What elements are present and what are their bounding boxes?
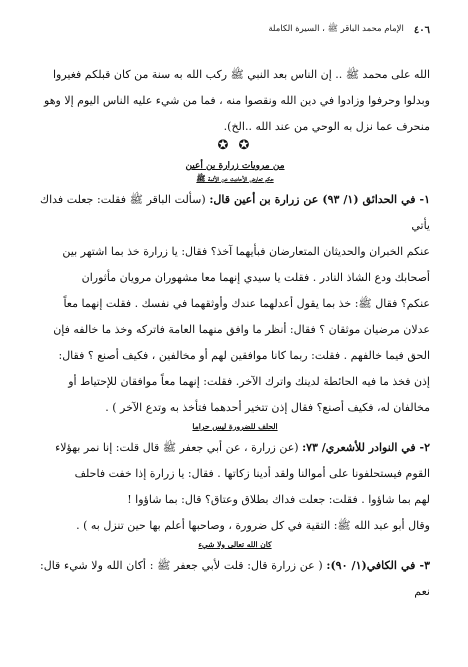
- text-line: منحرف عما نزل به الوحي من عند الله ..الخ).: [223, 120, 430, 133]
- running-header: [40, 24, 430, 36]
- text-line: ( عن زرارة قال: قلت لأبي جعفر ﷺ : أكان الله ولا شيء قال: نعم: [40, 559, 430, 598]
- text-line: (عن زرارة ، عن أبي جعفر ﷺ قال قلت: إنا نمر بهؤلاء: [55, 441, 303, 454]
- hadith-1: [40, 187, 430, 421]
- text-line: عنكم؟ فقال ﷺ: خذ بما يقول أعدلهما عندك وأوثقهما في نفسك . فقلت إنهما معاً: [63, 297, 430, 310]
- hadith-3: [40, 553, 430, 605]
- text-line: وقال أبو عبد الله ﷺ: التقية في كل ضرورة ، وصاحبها أعلم بها حين تنزل به ) .: [76, 519, 430, 532]
- text-line: عنكم الخبران والحديثان المتعارضان فبأيهما آخذ؟ فقال: يا زرارة خذ بما اشتهر بين: [62, 245, 430, 258]
- document-page: [40, 24, 430, 605]
- text-line: أصحابك ودع الشاذ النادر . فقلت يا سيدي إنهما معا مشهوران مرويان مأثوران: [81, 271, 430, 284]
- running-title: الإمام محمد الباقر ﷺ ، السيرة الكاملة: [268, 24, 404, 34]
- text-line: وبدلوا وحرفوا وزادوا في دين الله ونقصوا منه ، فما من شيء عليه الناس اليوم إلا وهو: [44, 94, 430, 107]
- text-line: الله على محمد ﷺ .. إن الناس بعد النبي ﷺ ركب الله به سنة من كان قبلكم فغيروا: [52, 68, 430, 81]
- hadith-source: ٢- في النوادر للأشعري/ ٧٣:: [302, 441, 430, 454]
- text-line: إذن فخذ ما فيه الحائطة لدينك واترك الآخر. فقلت: إنهما معاً موافقان للإحتياط أو: [68, 375, 430, 388]
- text-line: مخالفان له، فكيف أصنع؟ فقال إذن تتخير أحدهما فتأخذ به وتدع الآخر ) .: [105, 401, 430, 414]
- section-subtitle: الحلف للضرورة ليس حراما: [192, 422, 278, 431]
- section-subtitle: حكم تعارض الأحاديث عن الأئمة ﷺ: [196, 174, 274, 183]
- ornament-divider: ✪ ✪: [217, 138, 253, 153]
- hadith-source: ٣- في الكافي(١/ ٩٠):: [326, 559, 430, 572]
- hadith-2: [40, 435, 430, 539]
- section-subtitle: كان الله تعالى ولا شيء: [198, 540, 272, 549]
- text-line: (سألت الباقر ﷺ فقلت: جعلت فداك يأتي: [40, 193, 430, 232]
- text-line: لهم بما شاؤوا . فقلت: جعلت فداك بطلاق وعتاق؟ قال: بما شاؤوا !: [127, 493, 430, 506]
- intro-paragraph: [40, 62, 430, 140]
- section-title: من مرويات زرارة بن أعين: [185, 161, 285, 171]
- text-line: القوم فيستحلفونا على أموالنا ولقد أدينا زكاتها . فقال: يا زرارة إذا خفت فاحلف: [74, 467, 430, 480]
- page-number: ٤٠٦: [413, 24, 430, 36]
- text-line: الحق فيما خالفهم . فقلت: ربما كانا موافقين لهم أو مخالفين ، فكيف أصنع ؟ فقال:: [58, 349, 430, 362]
- hadith-source: ١- في الحدائق (١/ ٩٣) عن زرارة بن أعين قال:: [209, 193, 430, 206]
- text-line: عدلان مرضيان موثقان ؟ فقال: أنظر ما وافق منهما العامة فاتركه وخذ ما خالفه فإن: [53, 323, 430, 336]
